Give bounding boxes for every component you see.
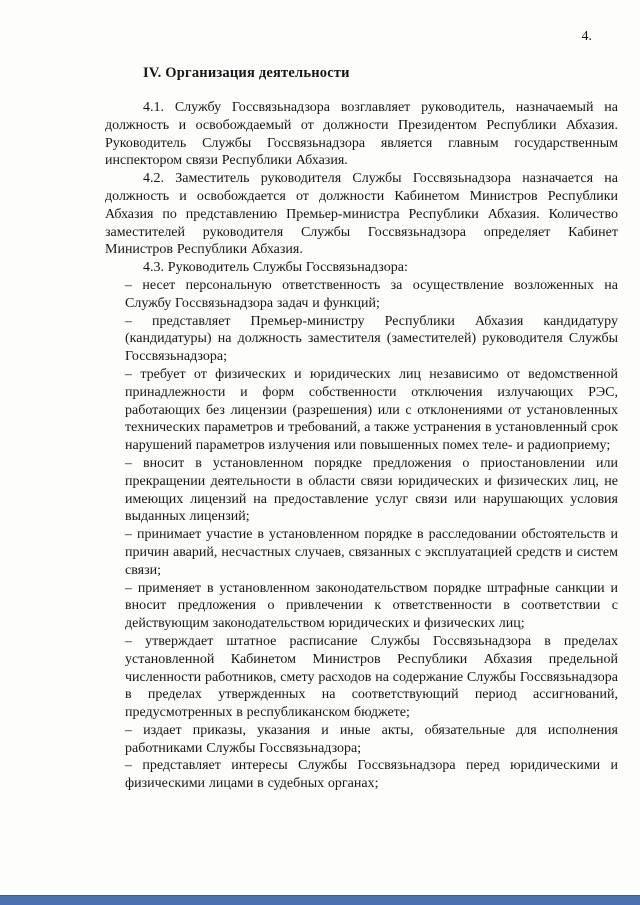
list-item: – требует от физических и юридических лиц независимо от ведомственной принадлежности и форм собственности отключения излучающих РЭС, работающих без лицензии (разрешения) или с отклонениями от установленных технических параметров и требований, а также устранения в установленный срок нарушений параметров излучения или повышенных помех теле- и радиоприему; [125, 366, 618, 454]
list-item: – применяет в установленном законодательством порядке штрафные санкции и вносит предложения о привлечении к ответственности в соответствии с действующим законодательством юридических и физических лиц; [125, 580, 618, 632]
document-content [105, 64, 618, 793]
paragraph: 4.2. Заместитель руководителя Службы Госсвязьнадзора назначается на должность и освобождается от должности Кабинетом Министров Республики Абхазия по представлению Премьер-министра Республики Абхазия. Количество заместителей руководителя Службы Госсвязьнадзора определяет Кабинет Министров Республики Абхазия. [105, 171, 618, 258]
list-item: – принимает участие в установленном порядке в расследовании обстоятельств и причин аварий, несчастных случаев, связанных с эксплуатацией средств и систем связи; [125, 527, 618, 578]
section-heading: IV. Организация деятельности [143, 65, 350, 81]
bottom-bar[interactable] [0, 895, 640, 905]
paragraph: 4.3. Руководитель Службы Госсвязьнадзора: [143, 260, 408, 276]
list-item: – вносит в установленном порядке предложения о приостановлении или прекращении деятельности в области связи юридических и физических лиц, не имеющих лицензий на предоставление услуг связи или нарушающих условия выданных лицензий; [125, 455, 618, 525]
paragraph: 4.1. Службу Госсвязьнадзора возглавляет руководитель, назначаемый на должность и освобождаемый от должности Президентом Республики Абхазия. Руководитель Службы Госсвязьнадзора является главным государственным инспектором связи Республики Абхазия. [105, 100, 618, 169]
list-item: – утверждает штатное расписание Службы Госсвязьнадзора в пределах установленной Кабинетом Министров Республики Абхазия предельной численности работников, смету расходов на содержание Службы Госсвязьнадзора в пределах утвержденных на соответствующий период ассигнований, предусмотренных в республиканском бюджете; [125, 633, 618, 721]
document-body [105, 99, 618, 793]
list-item: – представляет интересы Службы Госсвязьнадзора перед юридическими и физическими лицами в судебных органах; [125, 758, 618, 792]
page-number: 4. [581, 29, 592, 44]
list-item: – издает приказы, указания и иные акты, обязательные для исполнения работниками Службы Госсвязьнадзора; [125, 722, 618, 756]
list-item: – представляет Премьер-министру Республики Абхазия кандидатуру (кандидатуры) на должность заместителя (заместителей) руководителя Службы Госсвязьнадзора; [125, 313, 618, 365]
list-item: – несет персональную ответственность за осуществление возложенных на Службу Госсвязьнадзора задач и функций; [125, 277, 618, 311]
